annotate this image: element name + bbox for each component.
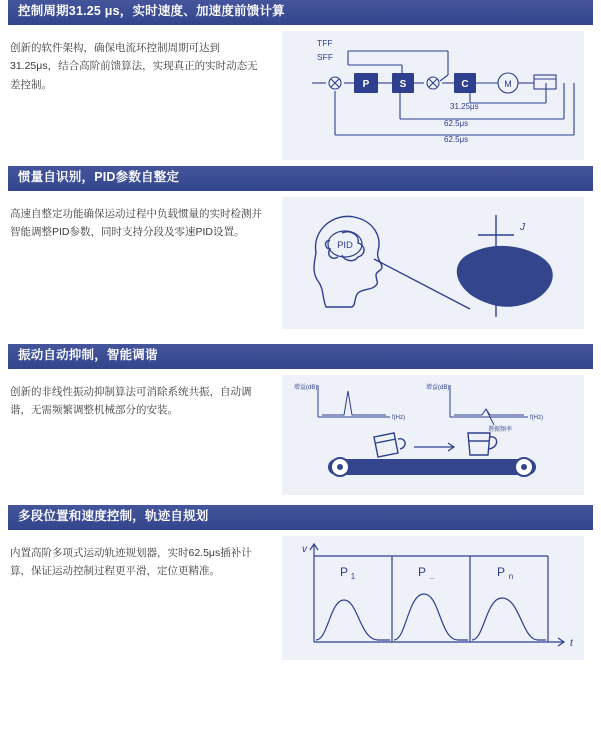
axis-label-gain-right: 增益(dB) [426,384,450,391]
section-description: 创新的非线性振动抑制算法可消除系统共振，自动调谐，无需频繁调整机械部分的安装。 [10,385,252,417]
section-body [8,369,593,489]
axis-label-gain-left: 增益(dB) [294,384,318,391]
label-inertia-j: J [520,221,525,233]
label-sff: SFF [317,51,334,62]
label-cycle-31: 31.25μs [450,101,479,111]
section-body [8,191,593,311]
axis-label-v: v [302,543,307,555]
section-description: 高速自整定功能确保运动过程中负载惯量的实时检测并智能调整PID参数，同时支持分段及零速PID设置。 [10,207,262,239]
annotation-resonance: 谐振频率 [488,426,513,433]
section-title: 控制周期31.25 μs，实时速度、加速度前馈计算 [8,0,593,25]
figure-control-loop-block-diagram [282,31,584,160]
segment-label-2: P [417,564,427,579]
axis-label-freq-left: f(Hz) [392,414,405,421]
segment-label-2-sub: .. [429,571,435,581]
block-label-m: M [504,78,512,89]
block-label-p: P [362,78,370,90]
label-cycle-62b: 62.5μs [444,134,469,144]
segment-label-1: P [339,564,349,579]
inertia-blob [457,246,553,307]
conveyor-belt [328,459,536,475]
segment-label-3: P [496,564,506,579]
section-vibration-suppression [8,344,593,499]
segment-label-3-sub: n [508,571,514,581]
block-label-c: C [461,78,469,90]
section-title: 振动自动抑制，智能调谐 [8,344,593,369]
axis-label-freq-right: f(Hz) [530,414,543,421]
axis-label-t: t [570,637,573,649]
label-pid: PID [337,239,353,251]
cup-right-icon [468,433,497,455]
figure-pid-head-inertia [282,197,584,329]
section-description: 创新的软件架构，确保电流环控制周期可达到31.25μs，结合高阶前馈算法，实现真正的实时动态无差控制。 [10,41,258,91]
section-multi-segment-motion [8,505,593,665]
figure-velocity-profile [282,536,584,660]
section-title: 多段位置和速度控制，轨迹自规划 [8,505,593,530]
section-description: 内置高阶多项式运动轨迹规划器，实时62.5μs插补计算，保证运动控制过程更平滑，定位更精准。 [10,546,252,578]
section-body [8,530,593,650]
section-inertia-pid [8,166,593,338]
label-tff: TFF [317,37,333,48]
section-body [8,25,593,145]
figure-vibration-suppression [282,375,584,495]
block-label-s: S [399,78,407,90]
cup-left-icon [374,433,405,457]
label-cycle-62a: 62.5μs [444,118,469,128]
segment-label-1-sub: 1 [350,571,356,581]
section-control-cycle [8,0,593,160]
section-title: 惯量自识别，PID参数自整定 [8,166,593,191]
